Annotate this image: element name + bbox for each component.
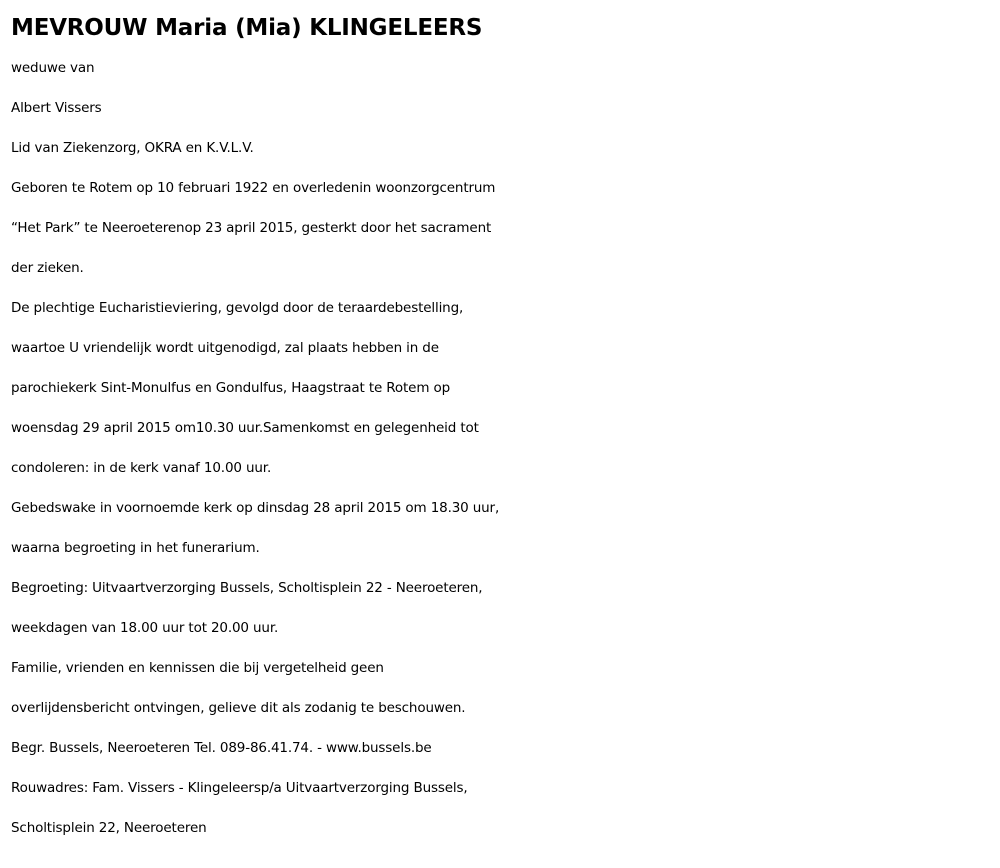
- notice-body: [11, 48, 1000, 848]
- memberships-line: Lid van Ziekenzorg, OKRA en K.V.L.V.: [11, 140, 254, 156]
- mourning-address-line-2: Scholtisplein 22, Neeroeteren: [11, 820, 207, 836]
- vigil-line-1: Gebedswake in voornoemde kerk op dinsdag 28 april 2015 om 18.30 uur,: [11, 500, 500, 516]
- visitation-line-1: Begroeting: Uitvaartverzorging Bussels, Scholtisplein 22 - Neeroeteren,: [11, 580, 483, 596]
- funeral-home-contact-line: Begr. Bussels, Neeroeteren Tel. 089-86.41.74. - www.bussels.be: [11, 740, 432, 756]
- visitation-line-2: weekdagen van 18.00 uur tot 20.00 uur.: [11, 620, 279, 636]
- birth-death-line-3: der zieken.: [11, 260, 84, 276]
- funeral-mass-line-1: De plechtige Eucharistieviering, gevolgd door de teraardebestelling,: [11, 300, 464, 316]
- vigil-line-2: waarna begroeting in het funerarium.: [11, 540, 260, 556]
- funeral-mass-line-4: woensdag 29 april 2015 om10.30 uur.Samenkomst en gelegenheid tot: [11, 420, 479, 436]
- notice-title: MEVROUW Maria (Mia) KLINGELEERS: [11, 15, 483, 41]
- spouse-name-line: Albert Vissers: [11, 100, 102, 116]
- funeral-mass-line-5: condoleren: in de kerk vanaf 10.00 uur.: [11, 460, 272, 476]
- mourning-address-line-1: Rouwadres: Fam. Vissers - Klingeleersp/a Uitvaartverzorging Bussels,: [11, 780, 468, 796]
- birth-death-line-2: “Het Park” te Neeroeterenop 23 april 2015, gesterkt door het sacrament: [11, 220, 492, 236]
- family-note-line-1: Familie, vrienden en kennissen die bij vergetelheid geen: [11, 660, 384, 676]
- funeral-mass-line-2: waartoe U vriendelijk wordt uitgenodigd, zal plaats hebben in de: [11, 340, 439, 356]
- funeral-mass-line-3: parochiekerk Sint-Monulfus en Gondulfus, Haagstraat te Rotem op: [11, 380, 450, 396]
- family-note-line-2: overlijdensbericht ontvingen, gelieve dit als zodanig te beschouwen.: [11, 700, 466, 716]
- birth-death-line-1: Geboren te Rotem op 10 februari 1922 en overledenin woonzorgcentrum: [11, 180, 496, 196]
- widow-of-line: weduwe van: [11, 60, 95, 76]
